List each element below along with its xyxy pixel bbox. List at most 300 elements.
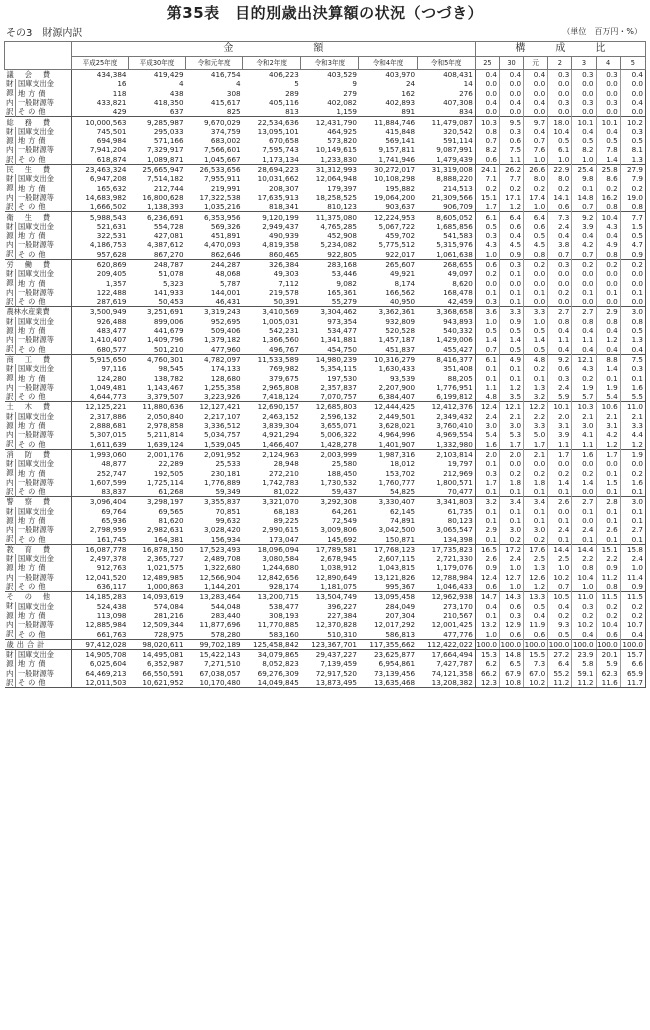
ratio-cell: 3.2 [524,392,548,402]
total-label: 歳出合計 [5,639,72,649]
funding-source-label: 国庫支出金 [15,127,71,136]
ratio-cell: 3.3 [524,307,548,317]
funding-source-row [5,335,646,344]
amount-cell: 3,080,584 [262,554,299,564]
funding-source-row [5,279,646,288]
ratio-cell: 4.3 [596,222,620,231]
amount-cell: 153,702 [385,468,416,478]
ratio-cell: 11.9 [524,620,548,629]
ratio-cell: 2.4 [572,525,596,534]
amount-cell: 1,776,889 [204,477,241,487]
ratio-cell: 12.1 [572,354,596,364]
amount-cell: 9,157,811 [378,145,416,155]
amount-cell: 12,017,292 [373,620,416,630]
amount-cell: 51,078 [158,269,184,279]
amount-cell: 67,038,057 [199,668,241,678]
ratio-cell: 0.2 [596,259,620,269]
header-amount-year: 令和2年度 [243,57,301,70]
ratio-cell: 0.4 [620,70,645,80]
amount-cell: 636,117 [71,582,128,592]
amount-cell: 418,350 [153,97,184,107]
amount-cell: 6,947,208 [71,174,128,183]
amount-cell: 12,566,904 [199,572,241,582]
ratio-cell: 13.3 [524,592,548,602]
amount-cell: 477,776 [443,629,473,639]
amount-cell: 150,871 [385,534,416,544]
amount-cell: 13,200,715 [243,592,301,602]
amount-cell: 284,049 [385,601,416,611]
ratio-cell: 0.0 [596,459,620,468]
header-ratio-year: 25 [475,57,499,70]
ratio-cell: 0.5 [596,136,620,145]
ratio-cell: 0.1 [524,288,548,297]
ratio-cell: 12.3 [475,678,499,688]
ratio-cell: 0.8 [620,317,645,326]
amount-cell: 124,280 [71,374,128,383]
amount-cell: 73,139,456 [373,668,416,678]
ratio-cell: 11.2 [596,573,620,582]
amount-cell: 8,174 [394,278,416,288]
funding-source-row [5,602,646,611]
amount-cell: 438 [169,88,184,98]
ratio-cell: 0.0 [524,89,548,98]
ratio-cell: 0.9 [499,317,523,326]
header-ratio-year: 5 [620,57,645,70]
ratio-cell: 0.4 [572,127,596,136]
ratio-cell: 11.5 [596,592,620,602]
ratio-cell: 0.1 [620,374,645,383]
ratio-cell: 11.2 [548,678,572,688]
amount-cell: 441,679 [153,326,184,336]
amount-cell: 272,210 [269,468,299,478]
amount-cell: 18,012 [389,459,416,469]
amount-cell: 13,095,101 [257,126,299,136]
ratio-cell: 0.0 [596,89,620,98]
funding-source-row [5,297,646,307]
amount-cell: 922,017 [385,249,416,259]
amount-cell: 165,632 [71,184,128,193]
amount-cell: 2,317,886 [71,412,128,421]
ratio-cell: 0.2 [524,184,548,193]
side-label: 訳 [5,534,14,544]
ratio-cell: 7.3 [548,212,572,222]
funding-source-row [5,582,646,592]
amount-cell: 49,097 [447,269,473,279]
ratio-cell: 3.9 [548,430,572,439]
ratio-cell: 0.2 [548,611,572,620]
ratio-cell: 10.4 [572,573,596,582]
side-label: 財 [5,554,14,563]
amount-cell: 1,005,031 [262,316,299,326]
amount-cell: 40,950 [389,297,416,307]
ratio-cell: 1.0 [475,630,499,640]
amount-cell: 89,225 [273,516,299,525]
amount-cell: 165,361 [327,287,357,297]
amount-cell: 1,466,407 [262,439,299,449]
amount-cell: 554,728 [153,221,184,231]
ratio-cell: 0.9 [620,250,645,260]
ratio-cell: 67.9 [499,669,523,678]
funding-source-row [5,507,646,516]
ratio-cell: 0.1 [524,516,548,525]
ratio-cell: 25.4 [572,164,596,174]
ratio-cell: 7.8 [596,145,620,154]
amount-cell: 10,031,662 [257,174,299,184]
amount-cell: 5,354,115 [320,364,357,374]
ratio-cell: 0.3 [475,231,499,240]
amount-cell: 7,427,787 [436,659,473,669]
amount-cell: 81,620 [158,516,184,525]
side-label: 内 [5,668,14,678]
ratio-cell: 0.0 [620,269,645,278]
ratio-cell: 1.0 [572,155,596,165]
header-amount-group: 金 額 [71,42,475,57]
amount-cell: 9,082 [336,278,357,288]
side-label: 訳 [5,297,14,306]
ratio-cell: 15.5 [524,650,548,660]
amount-cell: 1,179,076 [436,563,473,573]
amount-cell: 4,782,097 [186,354,243,364]
amount-cell: 23,625,877 [373,650,416,660]
amount-cell: 1,607,599 [71,478,128,487]
side-label: 内 [5,97,14,107]
category-row [5,212,646,222]
amount-cell: 289 [285,88,299,98]
amount-cell: 544,048 [210,601,241,611]
amount-cell: 268,655 [417,259,475,269]
amount-cell: 429 [71,107,128,117]
amount-cell: 14,495,081 [142,650,184,660]
ratio-cell: 5.7 [572,392,596,402]
ratio-cell: 0.3 [499,127,523,136]
amount-cell: 29,437,227 [315,650,357,660]
amount-cell: 10,170,480 [186,678,243,688]
ratio-cell: 0.1 [572,184,596,193]
ratio-cell: 0.0 [620,89,645,98]
amount-cell: 483,477 [71,326,128,335]
ratio-cell: 0.3 [596,70,620,80]
amount-cell: 2,489,708 [204,554,241,564]
funding-source-row [5,525,646,534]
amount-cell: 11,880,636 [129,402,186,412]
ratio-cell: 0.4 [524,70,548,80]
amount-cell: 12,962,938 [417,592,475,602]
amount-cell: 11,479,087 [417,117,475,127]
amount-cell: 455,427 [443,344,473,354]
side-label: 源 [5,468,14,478]
ratio-cell: 1.1 [572,440,596,450]
amount-cell: 55,279 [331,297,357,307]
funding-source-row [5,155,646,165]
amount-cell: 451,891 [210,231,241,241]
ratio-cell: 0.0 [524,297,548,307]
ratio-cell: 0.0 [524,459,548,468]
category-label: その他 [5,592,72,602]
ratio-cell: 2.2 [596,554,620,563]
ratio-cell: 0.4 [596,231,620,240]
ratio-cell: 0.4 [548,345,572,355]
amount-cell: 402,893 [385,97,416,107]
amount-cell: 13,873,495 [301,678,359,688]
side-label: 内 [5,145,14,155]
ratio-cell: 27.2 [548,650,572,660]
amount-cell: 728,975 [153,629,184,639]
ratio-cell: 0.5 [499,345,523,355]
ratio-cell: 0.0 [475,89,499,98]
funding-source-row [5,611,646,620]
ratio-cell: 0.0 [524,269,548,278]
amount-cell: 12,412,376 [417,402,475,412]
ratio-cell: 65.9 [620,669,645,678]
amount-cell: 1,144,201 [204,582,241,592]
amount-cell: 7,271,510 [204,659,241,669]
amount-cell: 4,964,996 [378,430,416,440]
amount-cell: 5,988,543 [71,212,128,222]
amount-cell: 28,948 [273,459,299,469]
amount-cell: 6,353,956 [186,212,243,222]
side-label: 内 [5,477,14,487]
funding-source-row [5,136,646,145]
amount-cell: 7,595,743 [262,145,299,155]
ratio-cell: 12.2 [524,402,548,412]
amount-cell: 97,412,028 [71,639,128,649]
category-label: 総務費 [5,117,72,127]
amount-cell: 583,160 [269,629,299,639]
amount-cell: 62,145 [389,506,416,516]
ratio-cell: 0.0 [499,279,523,288]
amount-cell: 4 [236,79,241,89]
ratio-cell: 3.4 [524,497,548,507]
ratio-cell: 11.5 [620,592,645,602]
amount-cell: 452,908 [327,231,357,241]
ratio-cell: 0.0 [499,459,523,468]
ratio-cell: 0.0 [620,279,645,288]
ratio-cell: 0.1 [475,611,499,620]
amount-cell: 1,173,134 [262,154,299,164]
amount-cell: 1,255,358 [204,382,241,392]
ratio-cell: 0.4 [620,98,645,107]
amount-cell: 534,477 [327,326,357,336]
ratio-cell: 0.0 [548,79,572,88]
funding-source-row [5,421,646,430]
ratio-cell: 1.8 [524,478,548,487]
amount-cell: 212,969 [443,468,473,478]
ratio-cell: 0.6 [524,630,548,640]
amount-cell: 670,658 [269,136,299,146]
ratio-cell: 6.4 [524,212,548,222]
ratio-cell: 14.4 [548,544,572,554]
amount-cell: 210,567 [443,610,473,620]
ratio-cell: 0.5 [572,136,596,145]
ratio-cell: 0.0 [572,279,596,288]
side-label: 財 [5,364,14,374]
amount-cell: 5,915,650 [71,354,128,364]
funding-source-row [5,478,646,487]
amount-cell: 1,159 [336,107,357,117]
side-label: 財 [5,126,14,136]
amount-cell: 3,251,691 [129,307,186,317]
amount-cell: 1,685,856 [436,221,473,231]
funding-source-label: 一般財源等 [15,430,71,439]
ratio-cell: 1.0 [548,155,572,165]
amount-cell: 813 [285,107,299,117]
ratio-cell: 100.0 [620,639,645,649]
amount-cell: 834 [459,107,473,117]
ratio-cell: 0.1 [620,507,645,516]
ratio-cell: 2.5 [548,554,572,563]
header-amount-year: 平成25年度 [71,57,128,70]
amount-cell: 283,168 [301,259,359,269]
amount-cell: 88,205 [447,373,473,383]
amount-cell: 17,322,538 [199,192,241,202]
ratio-cell: 0.1 [596,487,620,497]
amount-cell: 351,408 [443,364,473,374]
ratio-cell: 12.4 [475,573,499,582]
ratio-cell: 0.3 [499,259,523,269]
amount-cell: 25,580 [331,459,357,469]
side-label: 訳 [5,202,14,211]
amount-cell: 49,303 [273,269,299,279]
ratio-cell: 0.4 [475,602,499,611]
ratio-cell: 0.0 [499,107,523,117]
amount-cell: 207,304 [385,610,416,620]
amount-cell: 509,406 [210,326,241,336]
amount-cell: 17,664,494 [431,650,473,660]
ratio-cell: 0.4 [475,98,499,107]
amount-cell: 4,644,773 [71,392,128,402]
amount-cell: 4,765,285 [320,221,357,231]
amount-cell: 42,459 [447,297,473,307]
side-label: 源 [5,610,14,620]
ratio-cell: 26.2 [499,164,523,174]
ratio-cell: 1.7 [548,449,572,459]
funding-source-row [5,487,646,497]
ratio-cell: 1.7 [475,478,499,487]
amount-cell: 1,776,951 [436,382,473,392]
funding-source-label: 国庫支出金 [15,79,71,88]
amount-cell: 3,628,021 [378,421,416,431]
ratio-cell: 0.3 [475,297,499,307]
ratio-cell: 0.0 [572,89,596,98]
ratio-cell: 10.3 [572,402,596,412]
amount-cell: 320,542 [443,126,473,136]
amount-cell: 99,702,189 [186,639,243,649]
amount-cell: 8,416,377 [417,354,475,364]
ratio-cell: 0.0 [572,297,596,307]
amount-cell: 19,797 [447,459,473,469]
ratio-cell: 3.1 [596,421,620,430]
ratio-cell: 4.2 [572,240,596,249]
ratio-cell: 0.6 [475,259,499,269]
amount-cell: 54,825 [389,487,416,497]
funding-source-row [5,554,646,563]
amount-cell: 434,384 [71,70,128,80]
amount-cell: 65,936 [71,516,128,525]
category-label: 教育費 [5,544,72,554]
amount-cell: 406,223 [243,70,301,80]
ratio-cell: 10.1 [596,117,620,127]
ratio-cell: 2.7 [572,497,596,507]
category-row [5,544,646,554]
ratio-cell: 0.1 [475,459,499,468]
ratio-cell: 1.6 [572,449,596,459]
funding-source-row [5,250,646,260]
amount-cell: 1,332,980 [436,439,473,449]
ratio-cell: 0.7 [475,345,499,355]
funding-source-label: 一般財源等 [15,193,71,202]
ratio-cell: 0.2 [572,611,596,620]
category-label: 商工費 [5,354,72,364]
funding-source-row [5,222,646,231]
amount-cell: 122,488 [71,288,128,297]
amount-cell: 26,533,656 [186,164,243,174]
amount-cell: 932,809 [385,316,416,326]
ratio-cell: 4.5 [499,240,523,249]
ratio-cell: 0.1 [499,487,523,497]
ratio-cell: 7.3 [524,659,548,668]
ratio-cell: 1.7 [475,202,499,212]
ratio-cell: 0.0 [596,107,620,117]
ratio-cell: 0.9 [499,250,523,260]
amount-cell: 1,043,815 [378,563,416,573]
amount-cell: 244,287 [186,259,243,269]
amount-cell: 1,666,502 [71,202,128,212]
ratio-cell: 1.3 [524,563,548,572]
ratio-cell: 0.5 [524,345,548,355]
amount-cell: 14,905,708 [71,650,128,660]
ratio-cell: 0.0 [596,79,620,88]
header-ratio-year: 3 [572,57,596,70]
funding-source-label: その他 [15,630,71,640]
side-label: 源 [5,88,14,98]
amount-cell: 2,596,132 [320,411,357,421]
amount-cell: 118 [71,89,128,98]
funding-source-row [5,288,646,297]
ratio-cell: 26.6 [524,164,548,174]
amount-cell: 12,489,985 [142,572,184,582]
amount-cell: 860,465 [269,249,299,259]
amount-cell: 93,539 [389,373,416,383]
amount-cell: 11,533,589 [243,354,301,364]
amount-cell: 490,939 [269,231,299,241]
ratio-cell: 0.1 [596,288,620,297]
side-label: 内 [5,335,14,345]
ratio-cell: 0.0 [572,516,596,525]
amount-cell: 70,477 [447,487,473,497]
side-label: 財 [5,174,14,184]
ratio-cell: 0.3 [475,468,499,477]
ratio-cell: 0.6 [475,582,499,592]
ratio-cell: 1.0 [499,582,523,592]
amount-cell: 6,384,407 [378,392,416,402]
ratio-cell: 2.4 [620,554,645,563]
funding-source-label: 国庫支出金 [15,269,71,278]
ratio-cell: 0.0 [548,279,572,288]
ratio-cell: 1.2 [499,383,523,392]
amount-cell: 862,646 [210,249,241,259]
ratio-cell: 0.2 [499,468,523,477]
ratio-cell: 0.3 [548,98,572,107]
amount-cell: 867,270 [153,249,184,259]
funding-source-row [5,127,646,136]
amount-cell: 1,539,045 [204,439,241,449]
ratio-cell: 0.1 [475,364,499,373]
ratio-cell: 3.4 [499,497,523,507]
funding-source-row [5,184,646,193]
side-label: 源 [5,659,14,669]
ratio-cell: 1.0 [572,582,596,592]
ratio-cell: 0.1 [475,507,499,516]
